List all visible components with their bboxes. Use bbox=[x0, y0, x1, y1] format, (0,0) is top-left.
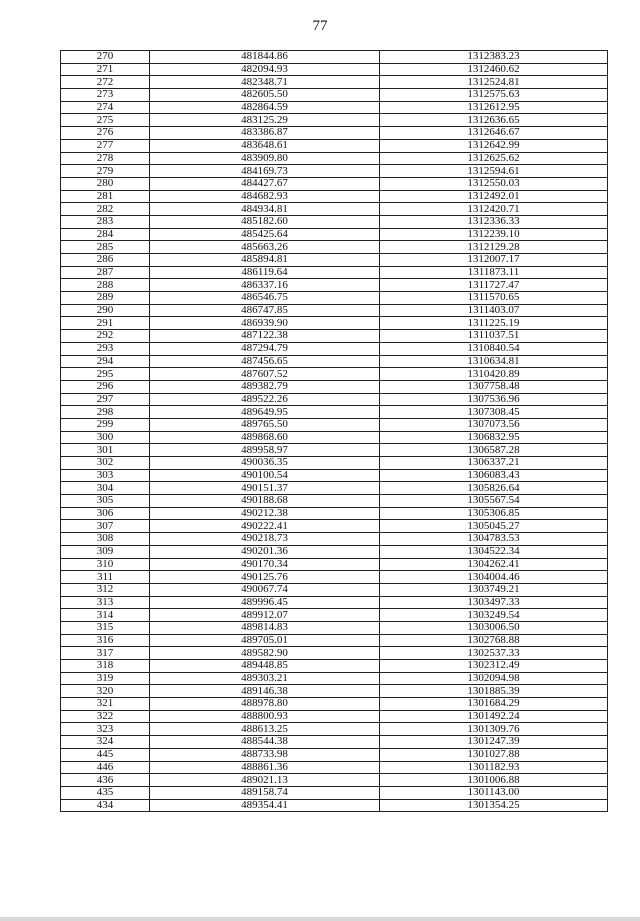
table-row bbox=[61, 469, 608, 482]
table-row bbox=[61, 520, 608, 533]
y-coordinate-cell: 1306337.21 bbox=[380, 457, 608, 470]
table-row bbox=[61, 786, 608, 799]
x-coordinate-cell: 486747.85 bbox=[150, 304, 380, 317]
point-number-cell: 300 bbox=[61, 431, 150, 444]
table-row bbox=[61, 583, 608, 596]
point-number-cell: 272 bbox=[61, 76, 150, 89]
x-coordinate-cell: 487607.52 bbox=[150, 368, 380, 381]
table-row bbox=[61, 736, 608, 749]
x-coordinate-cell: 489021.13 bbox=[150, 774, 380, 787]
table-row bbox=[61, 228, 608, 241]
y-coordinate-cell: 1302768.88 bbox=[380, 634, 608, 647]
table-row bbox=[61, 457, 608, 470]
x-coordinate-cell: 489868.60 bbox=[150, 431, 380, 444]
table-row bbox=[61, 51, 608, 64]
y-coordinate-cell: 1301182.93 bbox=[380, 761, 608, 774]
y-coordinate-cell: 1301492.24 bbox=[380, 710, 608, 723]
y-coordinate-cell: 1312524.81 bbox=[380, 76, 608, 89]
table-row bbox=[61, 774, 608, 787]
table-row bbox=[61, 266, 608, 279]
y-coordinate-cell: 1312007.17 bbox=[380, 254, 608, 267]
table-row bbox=[61, 545, 608, 558]
y-coordinate-cell: 1302537.33 bbox=[380, 647, 608, 660]
x-coordinate-cell: 482348.71 bbox=[150, 76, 380, 89]
coordinates-table-body bbox=[61, 51, 608, 812]
table-row bbox=[61, 89, 608, 102]
table-row bbox=[61, 710, 608, 723]
point-number-cell: 278 bbox=[61, 152, 150, 165]
table-row bbox=[61, 723, 608, 736]
x-coordinate-cell: 487294.79 bbox=[150, 342, 380, 355]
y-coordinate-cell: 1312646.67 bbox=[380, 127, 608, 140]
x-coordinate-cell: 481844.86 bbox=[150, 51, 380, 64]
table-row bbox=[61, 127, 608, 140]
x-coordinate-cell: 489765.50 bbox=[150, 418, 380, 431]
point-number-cell: 282 bbox=[61, 203, 150, 216]
point-number-cell: 322 bbox=[61, 710, 150, 723]
point-number-cell: 286 bbox=[61, 254, 150, 267]
point-number-cell: 270 bbox=[61, 51, 150, 64]
table-row bbox=[61, 304, 608, 317]
x-coordinate-cell: 482605.50 bbox=[150, 89, 380, 102]
y-coordinate-cell: 1312642.99 bbox=[380, 139, 608, 152]
table-row bbox=[61, 190, 608, 203]
x-coordinate-cell: 489996.45 bbox=[150, 596, 380, 609]
point-number-cell: 285 bbox=[61, 241, 150, 254]
table-row bbox=[61, 571, 608, 584]
x-coordinate-cell: 487122.38 bbox=[150, 330, 380, 343]
y-coordinate-cell: 1301309.76 bbox=[380, 723, 608, 736]
table-row bbox=[61, 431, 608, 444]
x-coordinate-cell: 488800.93 bbox=[150, 710, 380, 723]
point-number-cell: 309 bbox=[61, 545, 150, 558]
x-coordinate-cell: 483648.61 bbox=[150, 139, 380, 152]
point-number-cell: 435 bbox=[61, 786, 150, 799]
coordinates-table bbox=[60, 50, 608, 812]
table-row bbox=[61, 380, 608, 393]
y-coordinate-cell: 1306587.28 bbox=[380, 444, 608, 457]
y-coordinate-cell: 1301027.88 bbox=[380, 748, 608, 761]
point-number-cell: 311 bbox=[61, 571, 150, 584]
table-row bbox=[61, 761, 608, 774]
point-number-cell: 280 bbox=[61, 177, 150, 190]
y-coordinate-cell: 1311403.07 bbox=[380, 304, 608, 317]
y-coordinate-cell: 1303249.54 bbox=[380, 609, 608, 622]
x-coordinate-cell: 490188.68 bbox=[150, 495, 380, 508]
point-number-cell: 324 bbox=[61, 736, 150, 749]
x-coordinate-cell: 484682.93 bbox=[150, 190, 380, 203]
point-number-cell: 304 bbox=[61, 482, 150, 495]
table-row bbox=[61, 241, 608, 254]
point-number-cell: 445 bbox=[61, 748, 150, 761]
point-number-cell: 314 bbox=[61, 609, 150, 622]
x-coordinate-cell: 489912.07 bbox=[150, 609, 380, 622]
table-row bbox=[61, 177, 608, 190]
y-coordinate-cell: 1310420.89 bbox=[380, 368, 608, 381]
x-coordinate-cell: 490201.36 bbox=[150, 545, 380, 558]
x-coordinate-cell: 485182.60 bbox=[150, 215, 380, 228]
y-coordinate-cell: 1311727.47 bbox=[380, 279, 608, 292]
point-number-cell: 284 bbox=[61, 228, 150, 241]
y-coordinate-cell: 1301354.25 bbox=[380, 799, 608, 812]
table-row bbox=[61, 101, 608, 114]
point-number-cell: 290 bbox=[61, 304, 150, 317]
y-coordinate-cell: 1304004.46 bbox=[380, 571, 608, 584]
table-row bbox=[61, 660, 608, 673]
table-row bbox=[61, 647, 608, 660]
y-coordinate-cell: 1301143.00 bbox=[380, 786, 608, 799]
table-row bbox=[61, 330, 608, 343]
point-number-cell: 301 bbox=[61, 444, 150, 457]
point-number-cell: 296 bbox=[61, 380, 150, 393]
table-row bbox=[61, 317, 608, 330]
point-number-cell: 274 bbox=[61, 101, 150, 114]
point-number-cell: 302 bbox=[61, 457, 150, 470]
table-row bbox=[61, 634, 608, 647]
point-number-cell: 436 bbox=[61, 774, 150, 787]
table-row bbox=[61, 279, 608, 292]
point-number-cell: 321 bbox=[61, 698, 150, 711]
point-number-cell: 291 bbox=[61, 317, 150, 330]
x-coordinate-cell: 484427.67 bbox=[150, 177, 380, 190]
y-coordinate-cell: 1302094.98 bbox=[380, 672, 608, 685]
x-coordinate-cell: 490036.35 bbox=[150, 457, 380, 470]
point-number-cell: 310 bbox=[61, 558, 150, 571]
x-coordinate-cell: 490170.34 bbox=[150, 558, 380, 571]
point-number-cell: 446 bbox=[61, 761, 150, 774]
table-row bbox=[61, 139, 608, 152]
x-coordinate-cell: 484169.73 bbox=[150, 165, 380, 178]
page-number: 77 bbox=[312, 18, 328, 34]
x-coordinate-cell: 490218.73 bbox=[150, 533, 380, 546]
table-row bbox=[61, 63, 608, 76]
x-coordinate-cell: 489522.26 bbox=[150, 393, 380, 406]
point-number-cell: 297 bbox=[61, 393, 150, 406]
table-row bbox=[61, 215, 608, 228]
x-coordinate-cell: 490100.54 bbox=[150, 469, 380, 482]
table-row bbox=[61, 533, 608, 546]
table-row bbox=[61, 406, 608, 419]
y-coordinate-cell: 1311225.19 bbox=[380, 317, 608, 330]
y-coordinate-cell: 1312636.65 bbox=[380, 114, 608, 127]
point-number-cell: 317 bbox=[61, 647, 150, 660]
y-coordinate-cell: 1304522.34 bbox=[380, 545, 608, 558]
point-number-cell: 299 bbox=[61, 418, 150, 431]
x-coordinate-cell: 483386.87 bbox=[150, 127, 380, 140]
table-row bbox=[61, 482, 608, 495]
table-row bbox=[61, 292, 608, 305]
point-number-cell: 273 bbox=[61, 89, 150, 102]
y-coordinate-cell: 1312625.62 bbox=[380, 152, 608, 165]
x-coordinate-cell: 489354.41 bbox=[150, 799, 380, 812]
point-number-cell: 281 bbox=[61, 190, 150, 203]
table-row bbox=[61, 596, 608, 609]
x-coordinate-cell: 488978.80 bbox=[150, 698, 380, 711]
y-coordinate-cell: 1304783.53 bbox=[380, 533, 608, 546]
y-coordinate-cell: 1310634.81 bbox=[380, 355, 608, 368]
point-number-cell: 276 bbox=[61, 127, 150, 140]
y-coordinate-cell: 1301247.39 bbox=[380, 736, 608, 749]
y-coordinate-cell: 1312239.10 bbox=[380, 228, 608, 241]
x-coordinate-cell: 488733.98 bbox=[150, 748, 380, 761]
point-number-cell: 292 bbox=[61, 330, 150, 343]
table-row bbox=[61, 355, 608, 368]
table-row bbox=[61, 368, 608, 381]
y-coordinate-cell: 1305826.64 bbox=[380, 482, 608, 495]
y-coordinate-cell: 1305306.85 bbox=[380, 507, 608, 520]
y-coordinate-cell: 1302312.49 bbox=[380, 660, 608, 673]
y-coordinate-cell: 1312575.63 bbox=[380, 89, 608, 102]
y-coordinate-cell: 1306832.95 bbox=[380, 431, 608, 444]
x-coordinate-cell: 489448.85 bbox=[150, 660, 380, 673]
x-coordinate-cell: 489649.95 bbox=[150, 406, 380, 419]
x-coordinate-cell: 488613.25 bbox=[150, 723, 380, 736]
x-coordinate-cell: 483909.80 bbox=[150, 152, 380, 165]
x-coordinate-cell: 489303.21 bbox=[150, 672, 380, 685]
table-row bbox=[61, 685, 608, 698]
y-coordinate-cell: 1303749.21 bbox=[380, 583, 608, 596]
x-coordinate-cell: 486939.90 bbox=[150, 317, 380, 330]
y-coordinate-cell: 1301006.88 bbox=[380, 774, 608, 787]
x-coordinate-cell: 490151.37 bbox=[150, 482, 380, 495]
x-coordinate-cell: 489146.38 bbox=[150, 685, 380, 698]
table-row bbox=[61, 114, 608, 127]
table-row bbox=[61, 495, 608, 508]
table-row bbox=[61, 748, 608, 761]
table-row bbox=[61, 203, 608, 216]
x-coordinate-cell: 482094.93 bbox=[150, 63, 380, 76]
x-coordinate-cell: 486119.64 bbox=[150, 266, 380, 279]
y-coordinate-cell: 1312420.71 bbox=[380, 203, 608, 216]
point-number-cell: 279 bbox=[61, 165, 150, 178]
y-coordinate-cell: 1307758.48 bbox=[380, 380, 608, 393]
y-coordinate-cell: 1305045.27 bbox=[380, 520, 608, 533]
point-number-cell: 313 bbox=[61, 596, 150, 609]
y-coordinate-cell: 1312336.33 bbox=[380, 215, 608, 228]
y-coordinate-cell: 1312460.62 bbox=[380, 63, 608, 76]
table-row bbox=[61, 418, 608, 431]
table-row bbox=[61, 165, 608, 178]
x-coordinate-cell: 490067.74 bbox=[150, 583, 380, 596]
y-coordinate-cell: 1307073.56 bbox=[380, 418, 608, 431]
y-coordinate-cell: 1307308.45 bbox=[380, 406, 608, 419]
point-number-cell: 303 bbox=[61, 469, 150, 482]
point-number-cell: 289 bbox=[61, 292, 150, 305]
x-coordinate-cell: 485425.64 bbox=[150, 228, 380, 241]
table-row bbox=[61, 393, 608, 406]
x-coordinate-cell: 489382.79 bbox=[150, 380, 380, 393]
point-number-cell: 294 bbox=[61, 355, 150, 368]
point-number-cell: 283 bbox=[61, 215, 150, 228]
y-coordinate-cell: 1312383.23 bbox=[380, 51, 608, 64]
y-coordinate-cell: 1303006.50 bbox=[380, 621, 608, 634]
point-number-cell: 312 bbox=[61, 583, 150, 596]
point-number-cell: 306 bbox=[61, 507, 150, 520]
x-coordinate-cell: 484934.81 bbox=[150, 203, 380, 216]
y-coordinate-cell: 1311570.65 bbox=[380, 292, 608, 305]
table-row bbox=[61, 342, 608, 355]
y-coordinate-cell: 1303497.33 bbox=[380, 596, 608, 609]
x-coordinate-cell: 486546.75 bbox=[150, 292, 380, 305]
x-coordinate-cell: 483125.29 bbox=[150, 114, 380, 127]
y-coordinate-cell: 1305567.54 bbox=[380, 495, 608, 508]
table-row bbox=[61, 558, 608, 571]
point-number-cell: 271 bbox=[61, 63, 150, 76]
point-number-cell: 275 bbox=[61, 114, 150, 127]
point-number-cell: 318 bbox=[61, 660, 150, 673]
y-coordinate-cell: 1312492.01 bbox=[380, 190, 608, 203]
y-coordinate-cell: 1304262.41 bbox=[380, 558, 608, 571]
y-coordinate-cell: 1311037.51 bbox=[380, 330, 608, 343]
x-coordinate-cell: 489705.01 bbox=[150, 634, 380, 647]
point-number-cell: 323 bbox=[61, 723, 150, 736]
table-row bbox=[61, 254, 608, 267]
table-row bbox=[61, 698, 608, 711]
point-number-cell: 308 bbox=[61, 533, 150, 546]
x-coordinate-cell: 489158.74 bbox=[150, 786, 380, 799]
y-coordinate-cell: 1312612.95 bbox=[380, 101, 608, 114]
point-number-cell: 305 bbox=[61, 495, 150, 508]
x-coordinate-cell: 489958.97 bbox=[150, 444, 380, 457]
x-coordinate-cell: 490212.38 bbox=[150, 507, 380, 520]
y-coordinate-cell: 1301684.29 bbox=[380, 698, 608, 711]
y-coordinate-cell: 1312129.28 bbox=[380, 241, 608, 254]
point-number-cell: 288 bbox=[61, 279, 150, 292]
x-coordinate-cell: 487456.65 bbox=[150, 355, 380, 368]
point-number-cell: 298 bbox=[61, 406, 150, 419]
table-row bbox=[61, 621, 608, 634]
y-coordinate-cell: 1307536.96 bbox=[380, 393, 608, 406]
table-row bbox=[61, 672, 608, 685]
point-number-cell: 319 bbox=[61, 672, 150, 685]
point-number-cell: 320 bbox=[61, 685, 150, 698]
table-row bbox=[61, 152, 608, 165]
x-coordinate-cell: 489814.83 bbox=[150, 621, 380, 634]
y-coordinate-cell: 1306083.43 bbox=[380, 469, 608, 482]
y-coordinate-cell: 1311873.11 bbox=[380, 266, 608, 279]
x-coordinate-cell: 485894.81 bbox=[150, 254, 380, 267]
table-row bbox=[61, 76, 608, 89]
point-number-cell: 293 bbox=[61, 342, 150, 355]
x-coordinate-cell: 488544.38 bbox=[150, 736, 380, 749]
x-coordinate-cell: 482864.59 bbox=[150, 101, 380, 114]
point-number-cell: 434 bbox=[61, 799, 150, 812]
point-number-cell: 316 bbox=[61, 634, 150, 647]
x-coordinate-cell: 489582.90 bbox=[150, 647, 380, 660]
y-coordinate-cell: 1301885.39 bbox=[380, 685, 608, 698]
point-number-cell: 277 bbox=[61, 139, 150, 152]
y-coordinate-cell: 1310840.54 bbox=[380, 342, 608, 355]
x-coordinate-cell: 490125.76 bbox=[150, 571, 380, 584]
x-coordinate-cell: 486337.16 bbox=[150, 279, 380, 292]
table-row bbox=[61, 507, 608, 520]
x-coordinate-cell: 490222.41 bbox=[150, 520, 380, 533]
x-coordinate-cell: 488861.36 bbox=[150, 761, 380, 774]
page-bottom-edge bbox=[0, 917, 640, 921]
point-number-cell: 315 bbox=[61, 621, 150, 634]
table-row bbox=[61, 799, 608, 812]
point-number-cell: 295 bbox=[61, 368, 150, 381]
point-number-cell: 287 bbox=[61, 266, 150, 279]
table-row bbox=[61, 609, 608, 622]
point-number-cell: 307 bbox=[61, 520, 150, 533]
x-coordinate-cell: 485663.26 bbox=[150, 241, 380, 254]
table-row bbox=[61, 444, 608, 457]
y-coordinate-cell: 1312594.61 bbox=[380, 165, 608, 178]
y-coordinate-cell: 1312550.03 bbox=[380, 177, 608, 190]
